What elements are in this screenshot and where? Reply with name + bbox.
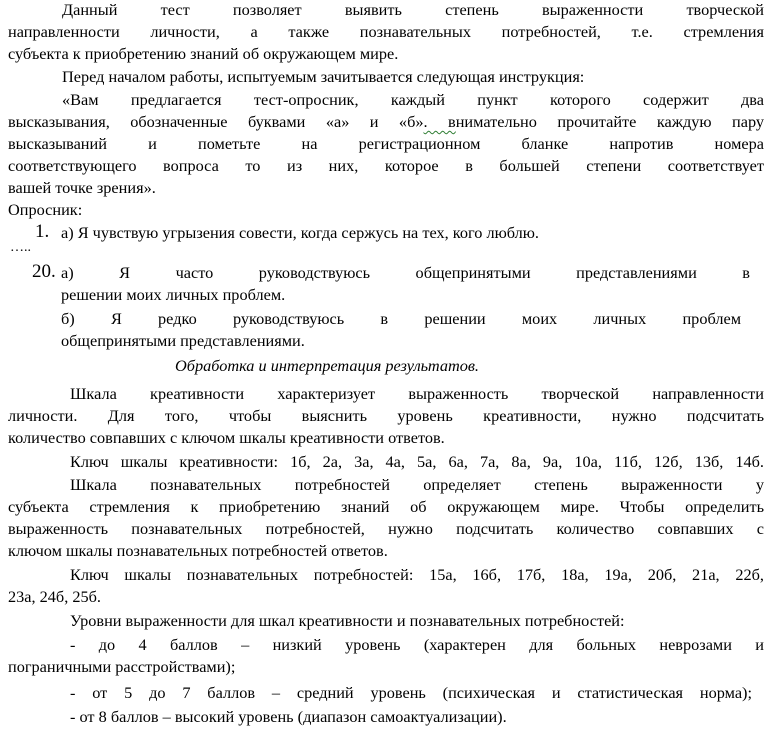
intro-paragraph-2: Перед началом работы, испытуемым зачитывается следующая инструкция:	[62, 67, 585, 86]
cognitive-key-line-2: 23а, 24б, 25б.	[8, 587, 101, 606]
creativity-line-2: личности. Для того, чтобы выяснить уровень креативности, нужно подсчитать	[8, 406, 764, 425]
item-20-number: 20.	[32, 261, 56, 282]
intro-line-3: субъекта к приобретению знаний об окружающем мире.	[8, 44, 399, 63]
item-1-number: 1.	[35, 221, 50, 242]
instruction-line-2-end: нимательно прочитайте каждую пару	[455, 112, 765, 131]
cognitive-line-1: Шкала познавательных потребностей определяет степень выраженности у	[70, 475, 764, 494]
processing-heading: Обработка и интерпретация результатов.	[175, 356, 479, 375]
items-ellipsis: …..	[10, 240, 31, 255]
instruction-line-4: соответствующего вопроса то из них, которое в большей степени соответствует	[8, 156, 764, 175]
creativity-line-1: Шкала креативности характеризует выраженность творческой направленности	[70, 384, 764, 403]
item-20-a-line-2: решении моих личных проблем.	[61, 285, 286, 304]
instruction-line-2-start: высказывания, обозначенные буквами «а» и «б»	[8, 112, 424, 131]
level-high: - от 8 баллов – высокий уровень (диапазон самоактуализации).	[70, 707, 507, 726]
instruction-line-2	[8, 111, 764, 133]
levels-heading: Уровни выраженности для шкал креативности и познавательных потребностей:	[70, 611, 625, 630]
level-mid: - от 5 до 7 баллов – средний уровень (психическая и статистическая норма);	[70, 683, 752, 702]
item-20-b-line-1: б) Я редко руководствуюсь в решении моих личных проблем	[61, 309, 741, 328]
spellcheck-mark: . в	[423, 112, 456, 131]
level-low-line-2: пограничными расстройствами);	[8, 657, 236, 676]
intro-line-1: Данный тест позволяет выявить степень выраженности творческой	[62, 0, 764, 19]
instruction-line-5: вашей точке зрения».	[8, 178, 156, 197]
item-20-b-line-2: общепринятыми представлениями.	[61, 331, 305, 350]
level-low-line-1: - до 4 баллов – низкий уровень (характерен для больных неврозами и	[70, 635, 764, 654]
cognitive-line-2: субъекта стремления к приобретению знаний об окружающем мире. Чтобы определить	[8, 497, 764, 516]
cognitive-line-3: выраженность познавательных потребностей, нужно подсчитать количество совпавших с	[8, 519, 764, 538]
cognitive-key-line-1: Ключ шкалы познавательных потребностей: 15а, 16б, 17б, 18а, 19а, 20б, 21а, 22б,	[70, 565, 764, 584]
instruction-line-3: высказываний и пометьте на регистрационном бланке напротив номера	[8, 134, 764, 153]
instruction-line-1: «Вам предлагается тест-опросник, каждый пункт которого содержит два	[62, 90, 764, 109]
intro-line-2: направленности личности, а также познавательных потребностей, т.е. стремления	[8, 22, 764, 41]
creativity-line-3: количество совпавших с ключом шкалы креативности ответов.	[8, 428, 445, 447]
item-1-text: а) Я чувствую угрызения совести, когда сержусь на тех, кого люблю.	[61, 223, 539, 242]
cognitive-line-4: ключом шкалы познавательных потребностей ответов.	[8, 541, 388, 560]
questionnaire-heading: Опросник:	[8, 200, 83, 219]
creativity-key: Ключ шкалы креативности: 1б, 2а, 3а, 4а, 5а, 6а, 7а, 8а, 9а, 10а, 11б, 12б, 13б, 14б.	[70, 452, 764, 471]
item-20-a-line-1: а) Я часто руководствуюсь общепринятыми представлениями в	[61, 263, 750, 282]
